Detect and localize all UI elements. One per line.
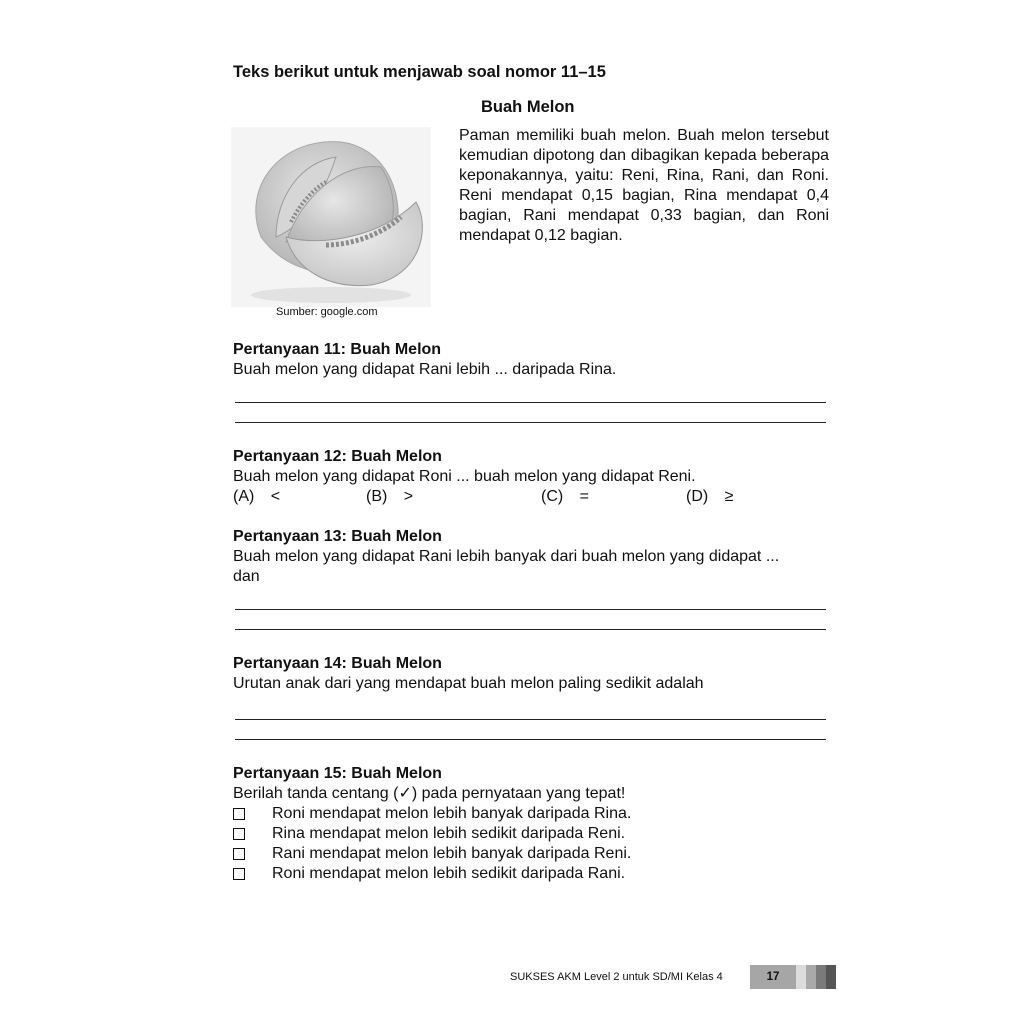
option-b-symbol: > <box>403 488 414 505</box>
answer-line-11-1[interactable] <box>235 402 826 403</box>
option-b-label: (B) <box>366 488 388 505</box>
statement-4-text: Roni mendapat melon lebih sedikit daripada Rani. <box>272 865 626 882</box>
intro-heading: Teks berikut untuk menjawab soal nomor 11–15 <box>233 63 606 81</box>
story-title: Buah Melon <box>481 98 575 116</box>
answer-line-11-2[interactable] <box>235 422 826 423</box>
footer-bar-4 <box>826 965 836 989</box>
question-13-text-cont: dan <box>233 568 260 585</box>
statement-2[interactable] <box>233 824 625 844</box>
question-12-heading: Pertanyaan 12: Buah Melon <box>233 448 442 465</box>
question-14-text: Urutan anak dari yang mendapat buah melon paling sedikit adalah <box>233 675 704 692</box>
statement-2-text: Rina mendapat melon lebih sedikit daripada Reni. <box>272 825 626 842</box>
option-c-label: (C) <box>541 488 564 505</box>
question-15-text: Berilah tanda centang (✓) pada pernyataan yang tepat! <box>233 785 626 802</box>
option-a-label: (A) <box>233 488 255 505</box>
melon-image <box>231 127 431 307</box>
question-15-heading: Pertanyaan 15: Buah Melon <box>233 765 442 782</box>
answer-line-14-1[interactable] <box>235 719 826 720</box>
statement-4[interactable] <box>233 864 625 884</box>
option-c[interactable] <box>541 487 589 507</box>
melon-icon <box>231 127 431 307</box>
story-paragraph: Paman memiliki buah melon. Buah melon tersebut kemudian dipotong dan dibagikan kepada beberapa keponakannya, yaitu: Reni, Rina, Rani, dan Roni. Reni mendapat 0,15 bagian, Rina mendapat 0,4 bagian, Rani mendapat 0,33 bagian, dan Roni mendapat 0,12 bagian. <box>459 127 829 244</box>
image-caption: Sumber: google.com <box>276 306 378 318</box>
checkbox-icon[interactable] <box>233 828 245 840</box>
answer-line-14-2[interactable] <box>235 739 826 740</box>
option-d[interactable] <box>686 487 733 507</box>
footer-book-title: SUKSES AKM Level 2 untuk SD/MI Kelas 4 <box>510 971 723 983</box>
footer-bar-2 <box>806 965 816 989</box>
question-14-heading: Pertanyaan 14: Buah Melon <box>233 655 442 672</box>
statement-1-text: Roni mendapat melon lebih banyak daripada Rina. <box>272 805 632 822</box>
statement-3-text: Rani mendapat melon lebih banyak daripada Reni. <box>272 845 632 862</box>
option-c-symbol: = <box>579 488 590 505</box>
option-a[interactable] <box>233 487 280 507</box>
statement-3[interactable] <box>233 844 631 864</box>
option-a-symbol: < <box>270 488 281 505</box>
option-b[interactable] <box>366 487 413 507</box>
option-d-label: (D) <box>686 488 709 505</box>
checkbox-icon[interactable] <box>233 848 245 860</box>
footer-bar-3 <box>816 965 826 989</box>
checkbox-icon[interactable] <box>233 808 245 820</box>
question-13-text: Buah melon yang didapat Rani lebih banyak dari buah melon yang didapat ... <box>233 548 780 565</box>
question-13-heading: Pertanyaan 13: Buah Melon <box>233 528 442 545</box>
checkbox-icon[interactable] <box>233 868 245 880</box>
page-number: 17 <box>750 965 796 989</box>
footer-bar-1 <box>796 965 806 989</box>
answer-line-13-1[interactable] <box>235 609 826 610</box>
question-11-heading: Pertanyaan 11: Buah Melon <box>233 341 442 358</box>
option-d-symbol: ≥ <box>724 488 734 505</box>
answer-line-13-2[interactable] <box>235 629 826 630</box>
statement-1[interactable] <box>233 804 631 824</box>
question-12-text: Buah melon yang didapat Roni ... buah melon yang didapat Reni. <box>233 468 696 485</box>
question-11-text: Buah melon yang didapat Rani lebih ... daripada Rina. <box>233 361 617 378</box>
